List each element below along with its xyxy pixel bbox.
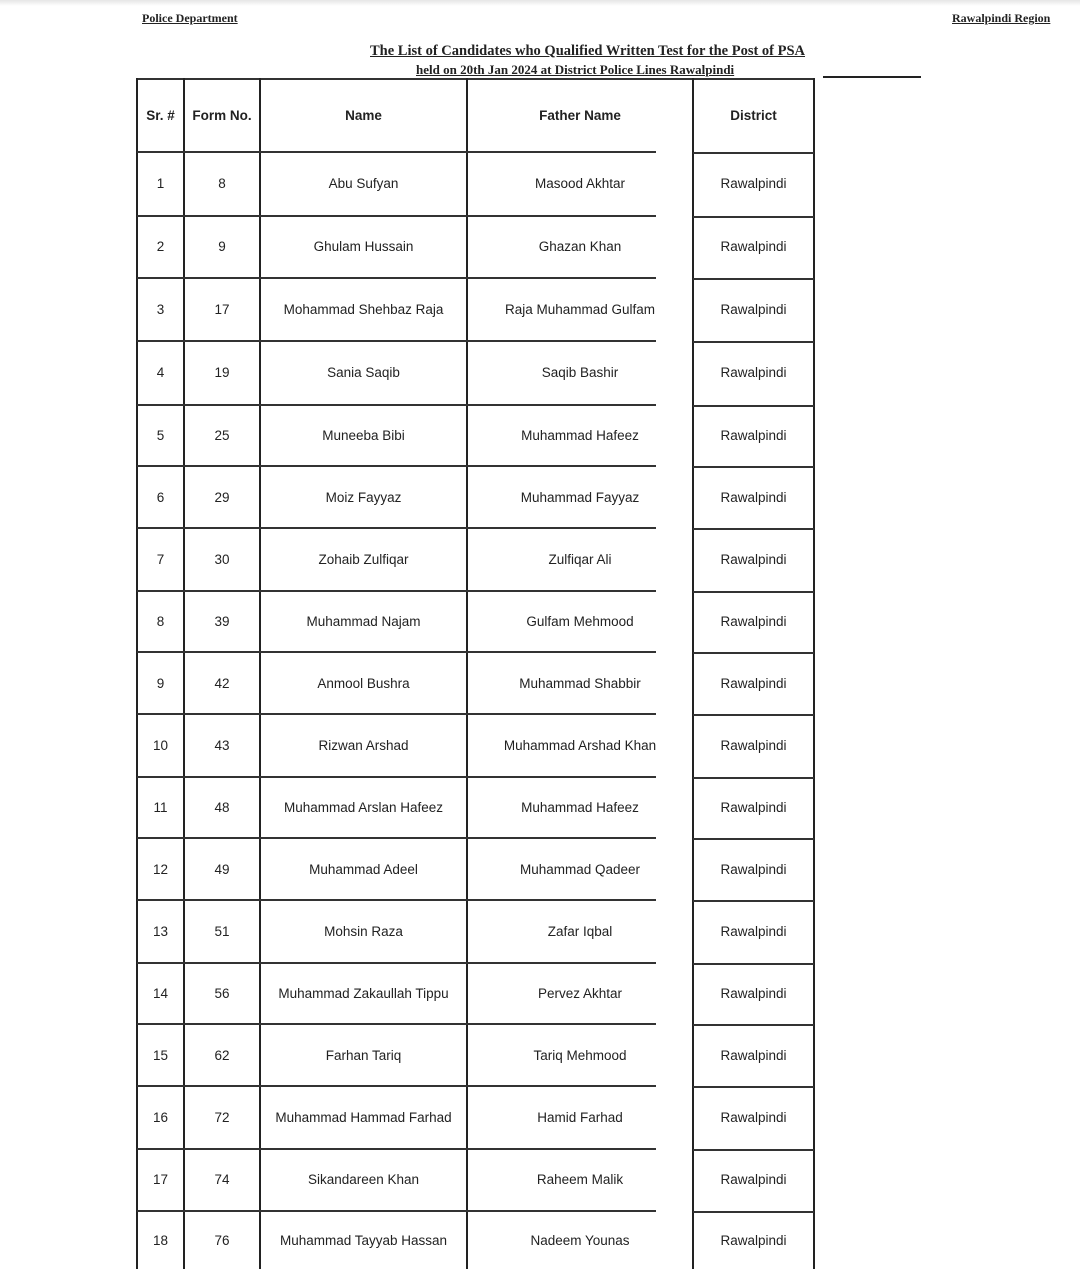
cell-district: Rawalpindi xyxy=(720,302,787,317)
region-label: Rawalpindi Region xyxy=(952,11,1051,25)
cell-form-no: 48 xyxy=(214,799,230,815)
cell-father-name: Zulfiqar Ali xyxy=(548,551,612,567)
cell-sr: 6 xyxy=(156,489,165,505)
cell-name: Sikandareen Khan xyxy=(307,1172,420,1187)
cell-father-name: Muhammad Arshad Khan xyxy=(503,737,657,753)
table-header-form-no: Form No. xyxy=(192,107,252,123)
cell-form-no: 39 xyxy=(214,613,230,629)
cell-district: Rawalpindi xyxy=(720,675,787,691)
cell-father-name: Masood Akhtar xyxy=(534,176,626,191)
cell-father-name: Pervez Akhtar xyxy=(537,985,623,1001)
cell-name: Muhammad Najam xyxy=(306,613,421,629)
cell-name: Anmool Bushra xyxy=(317,675,410,691)
department-label: Police Department xyxy=(142,11,238,25)
cell-district: Rawalpindi xyxy=(720,799,787,815)
cell-district: Rawalpindi xyxy=(720,176,787,191)
cell-name: Muhammad Hammad Farhad xyxy=(275,1109,452,1125)
document-title: The List of Candidates who Qualified Written Test for the Post of PSA xyxy=(370,43,806,59)
cell-sr: 14 xyxy=(152,985,169,1001)
cell-father-name: Raja Muhammad Gulfam xyxy=(504,302,656,317)
cell-father-name: Zafar Iqbal xyxy=(547,923,613,939)
cell-district: Rawalpindi xyxy=(720,1172,787,1187)
cell-father-name: Muhammad Hafeez xyxy=(521,799,639,815)
cell-name: Muhammad Arslan Hafeez xyxy=(283,799,444,815)
cell-district: Rawalpindi xyxy=(720,551,787,567)
table-header-name: Name xyxy=(345,107,382,123)
cell-name: Farhan Tariq xyxy=(325,1047,402,1063)
cell-form-no: 29 xyxy=(214,489,230,505)
cell-district: Rawalpindi xyxy=(720,365,787,380)
cell-district: Rawalpindi xyxy=(720,1109,787,1125)
cell-sr: 17 xyxy=(152,1172,169,1187)
cell-sr: 13 xyxy=(152,923,169,939)
cell-father-name: Gulfam Mehmood xyxy=(526,613,634,629)
cell-father-name: Saqib Bashir xyxy=(541,365,619,380)
cell-form-no: 51 xyxy=(214,923,230,939)
table-header-sr: Sr. # xyxy=(146,107,175,123)
cell-district: Rawalpindi xyxy=(720,489,787,505)
cell-name: Zohaib Zulfiqar xyxy=(318,551,409,567)
cell-district: Rawalpindi xyxy=(720,985,787,1001)
cell-form-no: 72 xyxy=(214,1109,230,1125)
cell-district: Rawalpindi xyxy=(720,737,787,753)
document-subtitle: held on 20th Jan 2024 at District Police Lines Rawalpindi xyxy=(416,62,735,77)
cell-form-no: 74 xyxy=(214,1172,230,1187)
cell-district: Rawalpindi xyxy=(720,427,787,443)
cell-form-no: 8 xyxy=(218,176,226,191)
cell-form-no: 56 xyxy=(214,985,230,1001)
cell-form-no: 9 xyxy=(218,239,226,254)
cell-sr: 8 xyxy=(156,613,165,629)
cell-district: Rawalpindi xyxy=(720,861,787,877)
cell-sr: 18 xyxy=(152,1232,169,1248)
cell-name: Muhammad Zakaullah Tippu xyxy=(278,985,449,1001)
cell-form-no: 43 xyxy=(214,737,230,753)
cell-name: Rizwan Arshad xyxy=(318,737,409,753)
cell-district: Rawalpindi xyxy=(720,1232,787,1248)
cell-father-name: Muhammad Fayyaz xyxy=(520,489,640,505)
cell-form-no: 17 xyxy=(214,302,230,317)
cell-sr: 5 xyxy=(156,427,165,443)
cell-father-name: Raheem Malik xyxy=(536,1172,624,1187)
cell-father-name: Ghazan Khan xyxy=(538,239,622,254)
cell-name: Muneeba Bibi xyxy=(322,427,405,443)
cell-father-name: Nadeem Younas xyxy=(530,1232,630,1248)
cell-name: Sania Saqib xyxy=(327,365,400,380)
cell-father-name: Tariq Mehmood xyxy=(533,1047,627,1063)
cell-name: Moiz Fayyaz xyxy=(325,489,402,505)
cell-sr: 3 xyxy=(156,302,165,317)
cell-name: Muhammad Tayyab Hassan xyxy=(279,1232,448,1248)
cell-sr: 15 xyxy=(152,1047,169,1063)
cell-father-name: Muhammad Hafeez xyxy=(521,427,639,443)
cell-sr: 7 xyxy=(156,551,165,567)
cell-name: Muhammad Adeel xyxy=(309,861,418,877)
cell-form-no: 19 xyxy=(214,365,230,380)
cell-form-no: 76 xyxy=(214,1232,230,1248)
table-header-father-name: Father Name xyxy=(539,107,621,123)
cell-name: Ghulam Hussain xyxy=(313,239,414,254)
cell-form-no: 30 xyxy=(214,551,230,567)
cell-sr: 12 xyxy=(152,861,169,877)
cell-name: Abu Sufyan xyxy=(328,176,399,191)
cell-sr: 10 xyxy=(152,737,169,753)
cell-district: Rawalpindi xyxy=(720,923,787,939)
page-top-shadow xyxy=(0,0,1080,6)
cell-sr: 9 xyxy=(156,675,165,691)
cell-district: Rawalpindi xyxy=(720,1047,787,1063)
cell-father-name: Muhammad Shabbir xyxy=(519,675,641,691)
cell-sr: 2 xyxy=(156,239,165,254)
cell-district: Rawalpindi xyxy=(720,613,787,629)
cell-sr: 4 xyxy=(156,365,165,380)
cell-sr: 1 xyxy=(156,176,165,191)
cell-father-name: Hamid Farhad xyxy=(537,1109,623,1125)
cell-form-no: 42 xyxy=(214,675,230,691)
cell-father-name: Muhammad Qadeer xyxy=(519,861,641,877)
cell-district: Rawalpindi xyxy=(720,239,787,254)
table-header-district: District xyxy=(730,107,777,123)
cell-form-no: 62 xyxy=(214,1047,230,1063)
cell-form-no: 25 xyxy=(214,427,230,443)
cell-name: Mohsin Raza xyxy=(324,923,403,939)
cell-sr: 11 xyxy=(153,799,168,815)
cell-sr: 16 xyxy=(152,1109,169,1125)
cell-form-no: 49 xyxy=(214,861,230,877)
title-underline-rule xyxy=(823,76,921,78)
cell-name: Mohammad Shehbaz Raja xyxy=(283,302,444,317)
